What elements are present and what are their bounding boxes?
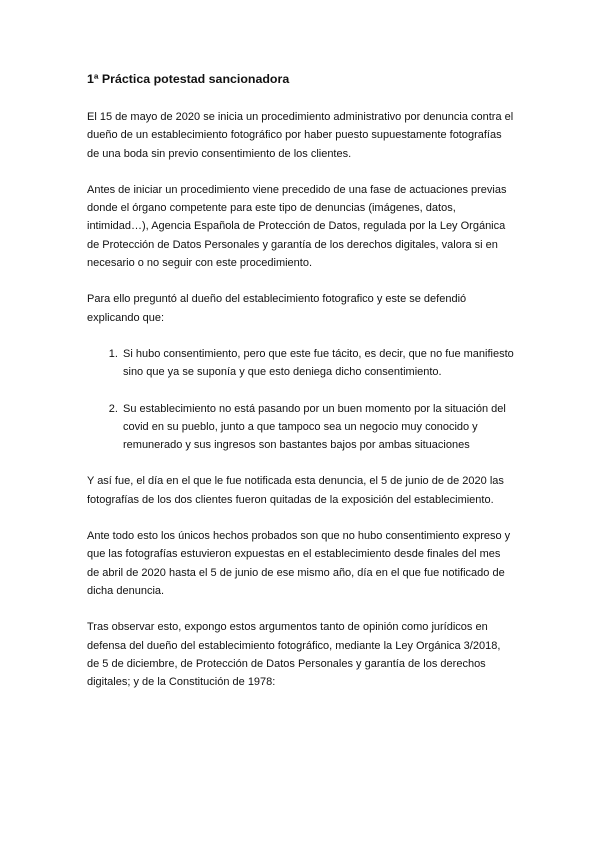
list-item: 2. Su establecimiento no está pasando por un buen momento por la situación del covid en su pueblo, junto a que tampoco sea un negocio muy conocido y remunerado y sus ingresos son bastantes bajos por ambas situaciones bbox=[121, 400, 515, 455]
paragraph-previous-actions: Antes de iniciar un procedimiento viene precedido de una fase de actuaciones previas donde el órgano competente para este tipo de denuncias (imágenes, datos, intimidad…), Agencia Española de Protección de Datos, regulada por la Ley Orgánica de Protección de Datos Personales y garantía de los derechos digitales, valora si en necesario o no seguir con este procedimiento. bbox=[87, 183, 507, 270]
document-title: 1ª Práctica potestad sancionadora bbox=[87, 72, 290, 86]
document-body bbox=[87, 70, 515, 709]
paragraph-intro: El 15 de mayo de 2020 se inicia un procedimiento administrativo por denuncia contra el dueño de un establecimiento fotográfico por haber puesto supuestamente fotografías de una boda sin previo consentimiento de los clientes. bbox=[87, 111, 514, 160]
paragraph-arguments: Tras observar esto, expongo estos argumentos tanto de opinión como jurídicos en defensa del dueño del establecimiento fotográfico, mediante la Ley Orgánica 3/2018, de 5 de diciembre, de Protección de Datos Personales y garantía de los derechos digitales; y de la Constitución de 1978: bbox=[87, 621, 501, 689]
paragraph-proven-facts: Ante todo esto los únicos hechos probados son que no hubo consentimiento expreso y que las fotografías estuvieron expuestas en el establecimiento desde finales del mes de abril de 2020 hasta el 5 de junio de ese mismo año, día en el que fue notificado de dicha denuncia. bbox=[87, 530, 511, 597]
paragraph-defense-intro: Para ello preguntó al dueño del establecimiento fotografico y este se defendió explicando que: bbox=[87, 293, 467, 324]
list-item: 1. Si hubo consentimiento, pero que este fue tácito, es decir, que no fue manifiesto sino que ya se suponía y que esto deniega dicho consentimiento. bbox=[121, 345, 515, 382]
defense-list bbox=[87, 345, 515, 454]
paragraph-photos-removed: Y así fue, el día en el que le fue notificada esta denuncia, el 5 de junio de de 2020 las fotografías de los dos clientes fueron quitadas de la exposición del establecimiento. bbox=[87, 475, 504, 506]
